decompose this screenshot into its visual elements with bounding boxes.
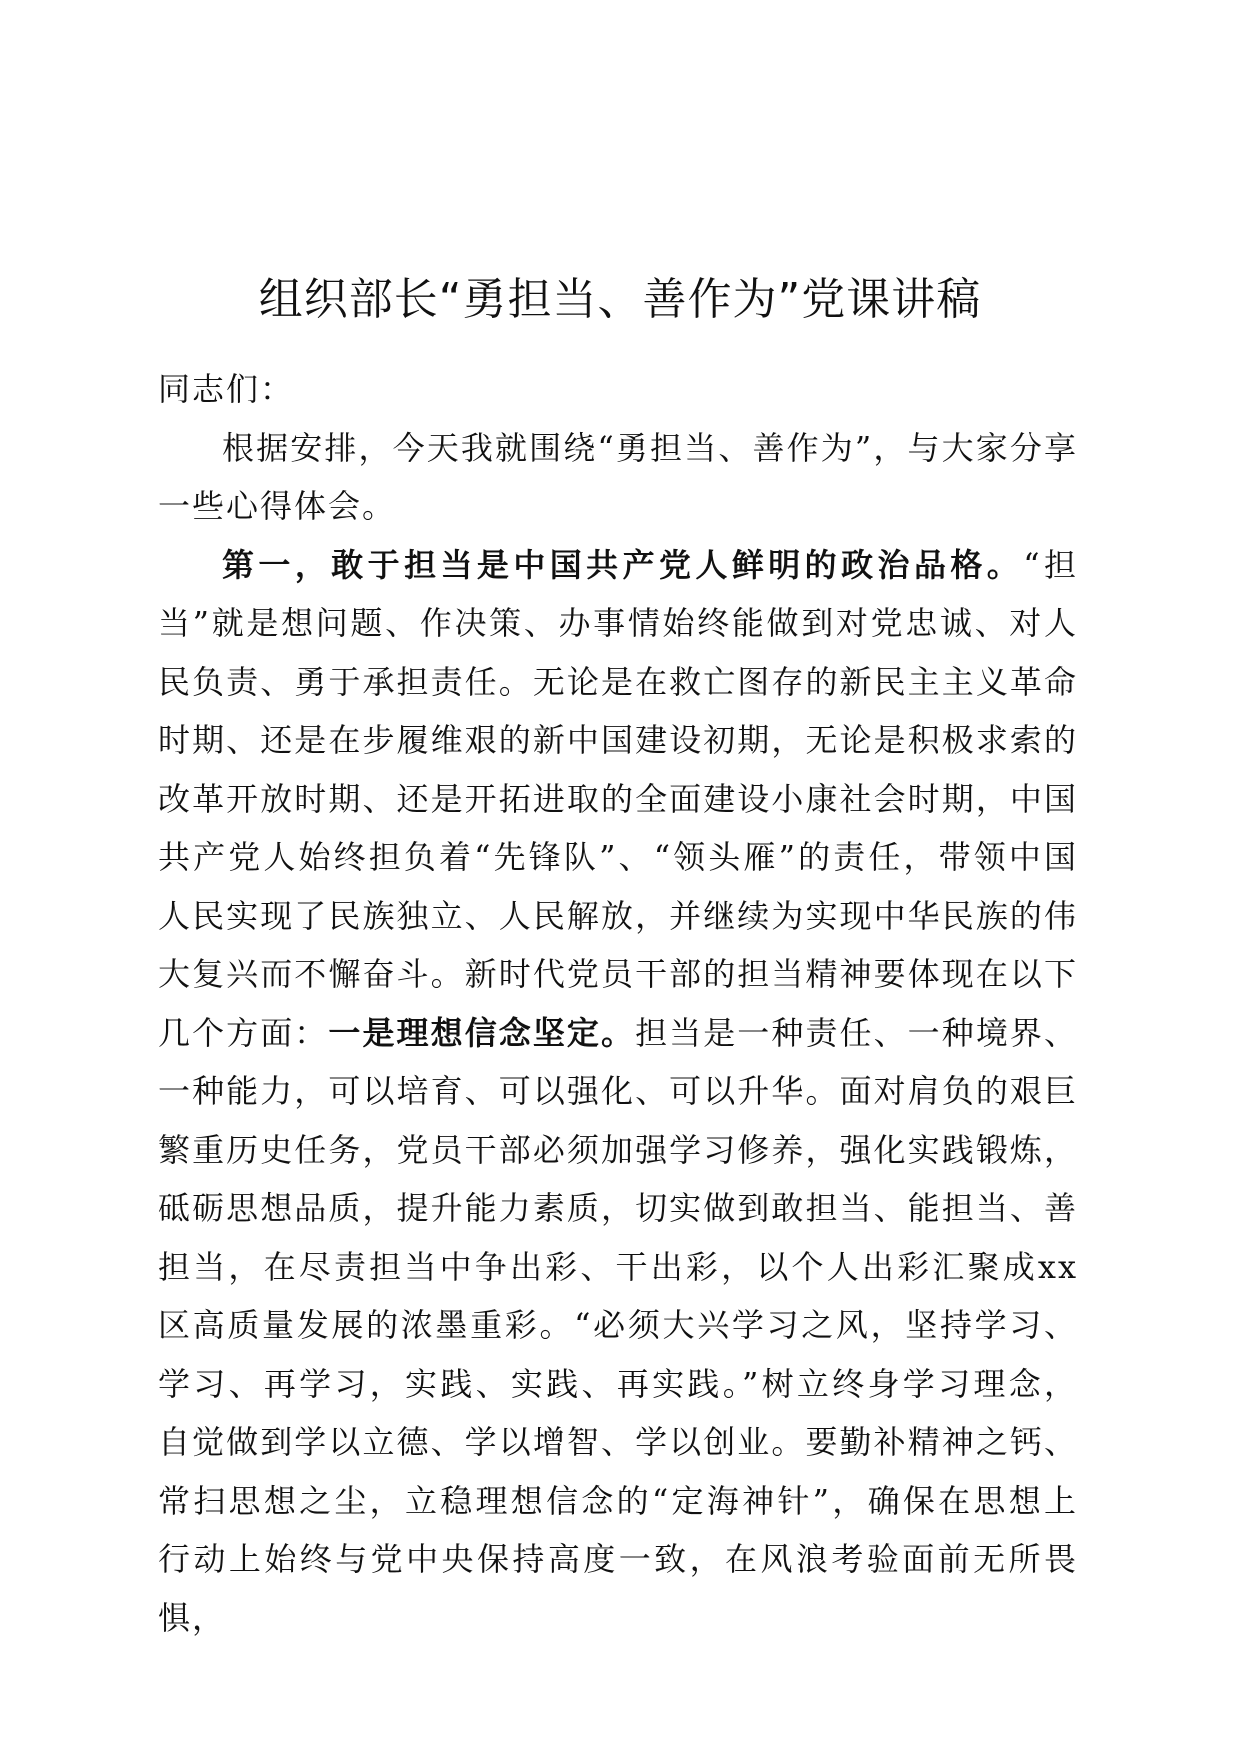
- salutation: 同志们：: [158, 370, 295, 408]
- first-point-text: “担当”就是想问题、作决策、办事情始终能做到对党忠诚、对人民负责、勇于承担责任。无论是在救亡图存的新民主主义革命时期、还是在步履维艰的新中国建设初期，无论是积极求索的改革开放时期、还是开拓进取的全面建设小康社会时期，中国共产党人始终担负着“先锋队”、“领头雁”的责任，带领中国人民实现了民族独立、人民解放，并继续为实现中华民族的伟大复兴而不懈奋斗。新时代党员干部的担当精神要体现在以下几个方面：: [158, 545, 1078, 1052]
- paragraph-first-point: [158, 536, 1078, 1648]
- first-point-heading: 第一，敢于担当是中国共产党人鲜明的政治品格。: [222, 545, 1024, 584]
- sub-point-text: 担当是一种责任、一种境界、一种能力，可以培育、可以强化、可以升华。面对肩负的艰巨繁重历史任务，党员干部必须加强学习修养，强化实践锻炼，砥砺思想品质，提升能力素质，切实做到敢担当、能担当、善担当，在尽责担当中争出彩、干出彩，以个人出彩汇聚成xx区高质量发展的浓墨重彩。“必须大兴学习之风，坚持学习、学习、再学习，实践、实践、再实践。”树立终身学习理念，自觉做到学以立德、学以增智、学以创业。要勤补精神之钙、常扫思想之尘，立稳理想信念的“定海神针”，确保在思想上行动上始终与党中央保持高度一致，在风浪考验面前无所畏惧，: [158, 1013, 1078, 1637]
- paragraph-intro: 根据安排，今天我就围绕“勇担当、善作为”，与大家分享一些心得体会。: [158, 428, 1078, 525]
- document-body: [158, 360, 1078, 1647]
- sub-point-heading: 一是理想信念坚定。: [328, 1013, 636, 1052]
- document-title: 组织部长“勇担当、善作为”党课讲稿: [258, 274, 982, 325]
